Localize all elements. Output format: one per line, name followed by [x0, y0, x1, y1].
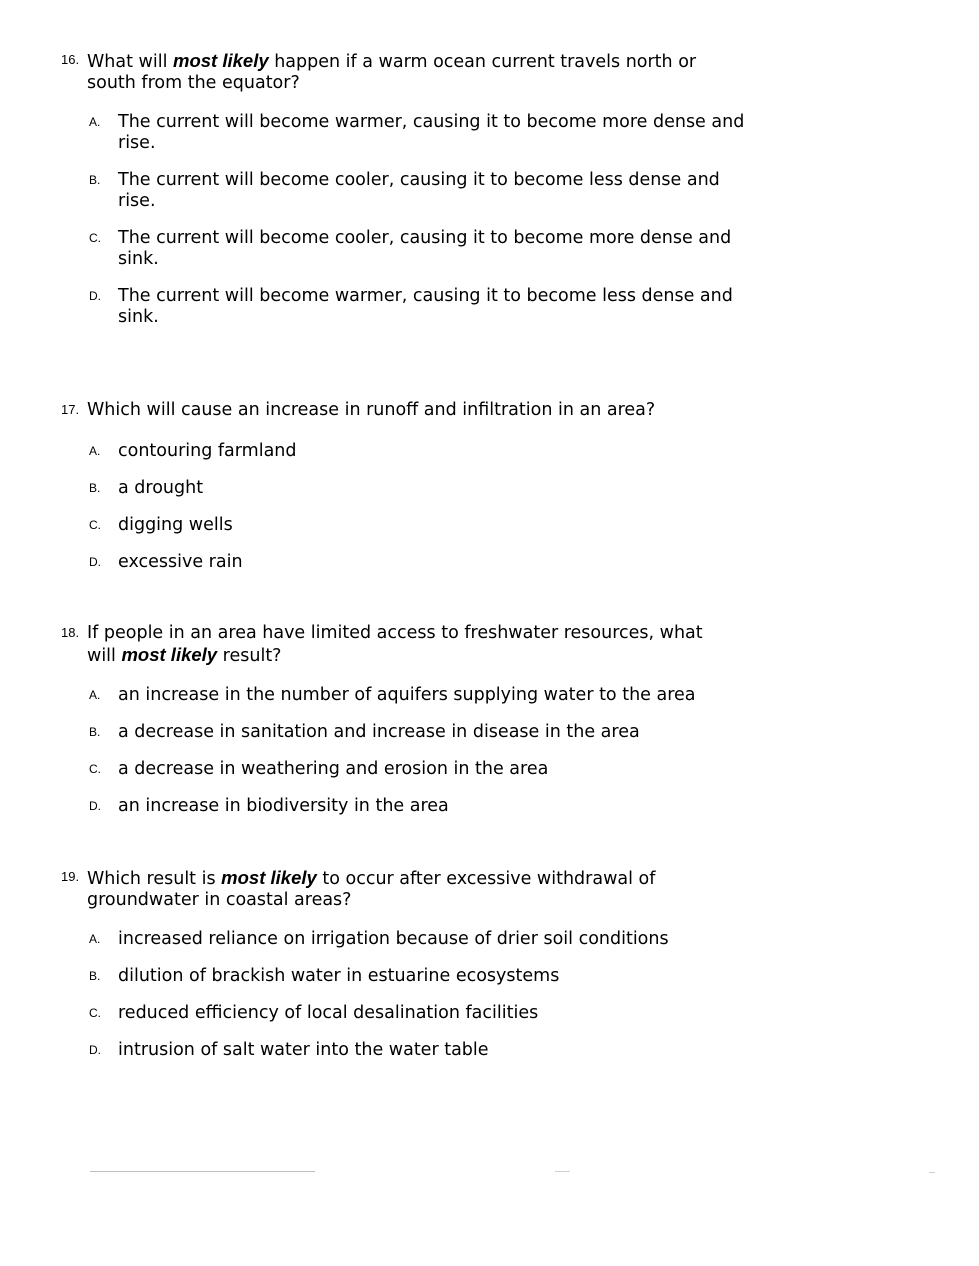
option-letter: B. [89, 969, 101, 983]
option-letter: C. [89, 518, 101, 532]
option-text: a drought [118, 478, 204, 498]
option-text: digging wells [118, 515, 233, 535]
question-number: 16. [61, 52, 80, 67]
option-text: contouring farmland [118, 441, 297, 461]
option-text: The current will become cooler, causing it to become more dense and sink. [118, 228, 732, 269]
question-stem [87, 867, 807, 911]
option-letter: D. [89, 289, 101, 303]
option-letter: A. [89, 444, 101, 458]
emphasis-text: most likely [221, 867, 317, 888]
option-text: increased reliance on irrigation because of drier soil conditions [118, 929, 669, 949]
option-letter: A. [89, 115, 101, 129]
option-letter: D. [89, 1043, 101, 1057]
option-text: a decrease in sanitation and increase in disease in the area [118, 722, 640, 742]
emphasis-text: most likely [173, 50, 269, 71]
option-text: dilution of brackish water in estuarine ecosystems [118, 966, 560, 986]
option-letter: C. [89, 231, 101, 245]
question-stem [87, 400, 807, 421]
footer-divider-fragment [929, 1172, 935, 1173]
option-text: The current will become warmer, causing it to become more dense and rise. [118, 112, 745, 153]
question-number: 19. [61, 869, 80, 884]
option-text: an increase in biodiversity in the area [118, 796, 449, 816]
option-text: The current will become cooler, causing it to become less dense and rise. [118, 170, 720, 211]
option-letter: A. [89, 932, 101, 946]
stem-line: groundwater in coastal areas? [87, 890, 352, 910]
footer-divider [90, 1171, 315, 1172]
stem-line: What will most likely happen if a warm ocean current travels north or [87, 50, 697, 72]
question-stem [87, 623, 807, 667]
option-letter: C. [89, 762, 101, 776]
option-text: excessive rain [118, 552, 243, 572]
emphasis-text: most likely [121, 644, 218, 665]
option-letter: B. [89, 173, 101, 187]
option-text: an increase in the number of aquifers supplying water to the area [118, 685, 696, 705]
option-letter: B. [89, 481, 101, 495]
question-stem [87, 50, 807, 94]
stem-line: If people in an area have limited access to freshwater resources, what [87, 623, 703, 643]
option-letter: D. [89, 555, 101, 569]
option-letter: A. [89, 688, 101, 702]
option-letter: C. [89, 1006, 101, 1020]
footer-divider-fragment [555, 1171, 570, 1172]
option-text: a decrease in weathering and erosion in the area [118, 759, 549, 779]
option-text: intrusion of salt water into the water table [118, 1040, 489, 1060]
option-letter: B. [89, 725, 101, 739]
stem-line: will most likely result? [87, 644, 282, 666]
option-letter: D. [89, 799, 101, 813]
question-number: 18. [61, 625, 80, 640]
stem-line: south from the equator? [87, 73, 300, 93]
stem-line: Which result is most likely to occur after excessive withdrawal of [87, 867, 656, 889]
option-text: The current will become warmer, causing it to become less dense and sink. [118, 286, 733, 327]
option-text: reduced efficiency of local desalination facilities [118, 1003, 539, 1023]
question-number: 17. [61, 402, 80, 417]
stem-line: Which will cause an increase in runoff and infiltration in an area? [87, 400, 656, 420]
